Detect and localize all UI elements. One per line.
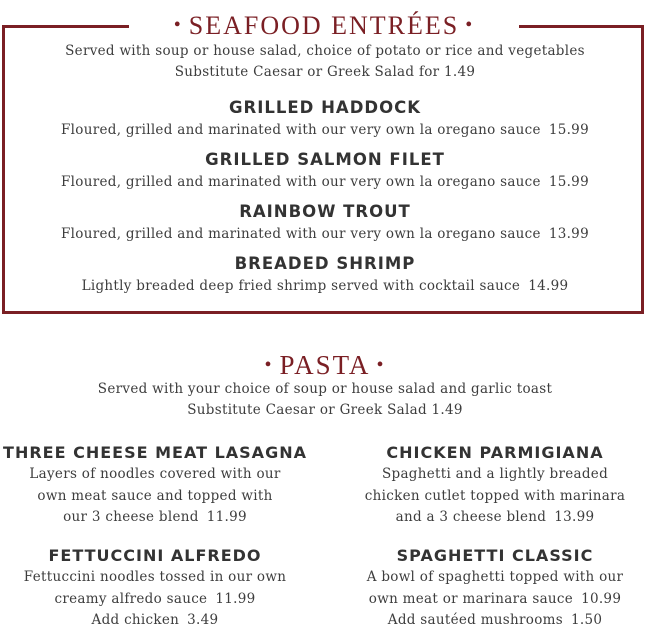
- dish-desc-line: Spaghetti and a lightly breaded: [381, 466, 609, 482]
- dish-price: 13.99: [548, 226, 589, 242]
- dish-price: 14.99: [528, 278, 569, 294]
- dish-name-grilled-haddock: GRILLED HADDOCK: [228, 98, 422, 117]
- dish-addon-text: Add chicken: [91, 612, 180, 628]
- seafood-subtitle-1: Served with soup or house salad, choice of potato or rice and vegetables: [65, 43, 585, 59]
- pasta-title: [0, 350, 650, 380]
- dish-desc-text: creamy alfredo sauce: [54, 590, 208, 607]
- seafood-frame-top-right: [519, 25, 644, 28]
- title-dot-icon: •: [264, 354, 274, 376]
- dish-desc-line: [0, 610, 310, 632]
- seafood-title-text: SEAFOOD ENTRÉES: [188, 11, 460, 40]
- dish-desc-line: A bowl of spaghetti topped with our: [366, 569, 624, 585]
- dish-desc-text: Floured, grilled and marinated with our very own la oregano sauce: [61, 226, 541, 242]
- dish-price: 15.99: [548, 122, 589, 138]
- dish-addon-price: 3.49: [187, 612, 219, 628]
- seafood-title: [129, 10, 519, 41]
- dish-desc-grilled-salmon-filet: [0, 172, 650, 192]
- dish-desc-line: [0, 589, 310, 611]
- dish-name-rainbow-trout: RAINBOW TROUT: [239, 202, 411, 221]
- dish-desc-line: [340, 507, 650, 529]
- dish-name-breaded-shrimp: BREADED SHRIMP: [234, 254, 416, 273]
- dish-desc-line: [340, 589, 650, 611]
- dish-desc-line: Fettuccini noodles tossed in our own: [23, 569, 287, 585]
- dish-price: 13.99: [554, 509, 595, 525]
- menu-item-chicken-parmigiana: [340, 442, 650, 529]
- dish-desc-text: our 3 cheese blend: [63, 509, 199, 525]
- dish-addon-text: Add sautéed mushrooms: [387, 612, 563, 628]
- dish-desc-text: and a 3 cheese blend: [395, 509, 547, 525]
- menu-item-three-cheese-meat-lasagna: [0, 442, 310, 529]
- dish-desc-grilled-haddock: [0, 120, 650, 140]
- seafood-frame-top-left: [2, 25, 129, 28]
- dish-desc-text: own meat or marinara sauce: [368, 590, 574, 607]
- seafood-subtitle-2: Substitute Caesar or Greek Salad for 1.49: [174, 64, 476, 80]
- dish-name: SPAGHETTI CLASSIC: [396, 546, 594, 565]
- dish-desc-text: Lightly breaded deep fried shrimp served with cocktail sauce: [81, 278, 521, 294]
- dish-name: THREE CHEESE MEAT LASAGNA: [3, 443, 307, 462]
- dish-desc-line: Layers of noodles covered with our: [29, 466, 281, 482]
- dish-name-grilled-salmon-filet: GRILLED SALMON FILET: [205, 150, 445, 169]
- title-dot-icon: •: [173, 14, 183, 36]
- dish-desc-breaded-shrimp: [0, 276, 650, 296]
- dish-price: 10.99: [581, 590, 622, 607]
- menu-item-fettuccini-alfredo: [0, 545, 310, 632]
- dish-desc-rainbow-trout: [0, 224, 650, 244]
- dish-desc-text: Floured, grilled and marinated with our very own la oregano sauce: [61, 174, 541, 190]
- dish-name: FETTUCCINI ALFREDO: [48, 546, 262, 565]
- dish-price: 15.99: [548, 174, 589, 190]
- dish-price: 11.99: [215, 590, 256, 607]
- dish-desc-line: chicken cutlet topped with marinara: [364, 487, 626, 504]
- dish-desc-text: Floured, grilled and marinated with our very own la oregano sauce: [61, 122, 541, 138]
- title-dot-icon: •: [465, 14, 475, 36]
- dish-price: 11.99: [206, 509, 247, 525]
- dish-desc-line: [340, 610, 650, 632]
- dish-desc-line: [0, 507, 310, 529]
- title-dot-icon: •: [376, 354, 386, 376]
- dish-desc-line: own meat sauce and topped with: [37, 487, 273, 504]
- dish-name: CHICKEN PARMIGIANA: [386, 443, 604, 462]
- pasta-title-text: PASTA: [279, 350, 371, 380]
- pasta-subtitle-1: Served with your choice of soup or house salad and garlic toast: [97, 381, 553, 397]
- dish-addon-price: 1.50: [570, 612, 603, 628]
- pasta-subtitle-2: Substitute Caesar or Greek Salad 1.49: [187, 402, 463, 418]
- menu-item-spaghetti-classic: [340, 545, 650, 632]
